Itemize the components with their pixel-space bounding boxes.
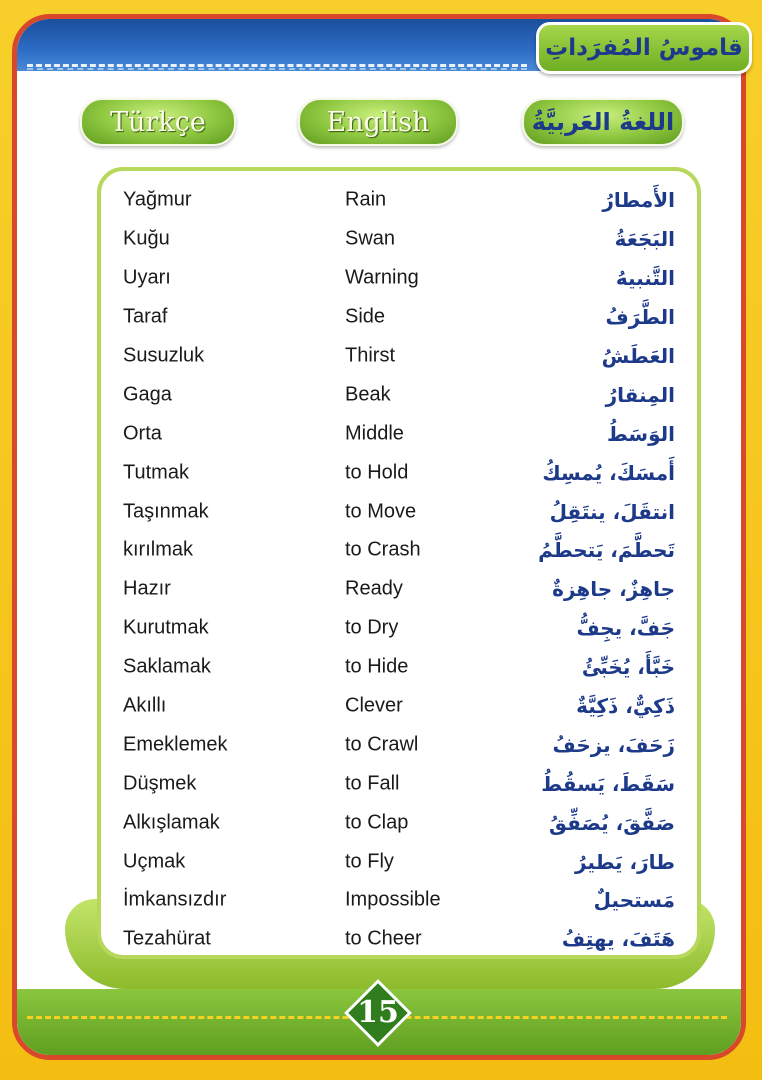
arabic-word: الطَّرَفُ [605,305,675,330]
english-word: Thirst [345,344,395,367]
english-word: Ready [345,577,403,600]
arabic-word: هَتَفَ، يهتِفُ [561,927,675,952]
table-row [101,920,697,959]
turkish-word: Kurutmak [123,616,209,639]
page-title: قاموسُ المُفرَداتِ [545,35,743,61]
page-number-badge [345,980,411,1046]
arabic-word: البَجَعَةُ [614,227,675,252]
turkish-word: Tezahürat [123,927,211,950]
page-number: 15 [357,995,399,1030]
header-arabic [522,98,684,146]
arabic-word: جاهِزٌ، جاهِزةٌ [552,577,675,602]
table-row [101,298,697,337]
arabic-word: العَطَشُ [601,344,675,368]
english-word: Side [345,305,386,328]
table-row [101,648,697,687]
english-word: Middle [345,422,404,445]
table-row [101,687,697,726]
arabic-word: سَقَطَ، يَسقُطُ [541,771,675,796]
table-row [101,375,697,414]
turkish-word: Saklamak [123,655,211,678]
arabic-word: طارَ، يَطيرُ [574,849,675,874]
turkish-word: Taşınmak [123,500,209,523]
top-dashed-line [27,64,527,67]
header-turkish-label: Türkçe [110,106,206,138]
header-turkish [80,98,236,146]
english-word: to Clap [345,811,409,834]
english-word: to Fly [345,850,394,873]
arabic-word: الوَسَطُ [607,421,675,446]
top-red-accent [250,14,370,18]
table-row [101,220,697,259]
table-row [101,725,697,764]
header-english-label: English [326,106,430,138]
vocabulary-table [97,167,701,959]
arabic-word: أَمسَكَ، يُمسِكُ [542,460,675,485]
english-word: to Hide [345,655,409,678]
arabic-word: خَبَّأَ، يُخَبِّئُ [581,655,675,680]
page-frame [12,14,746,1060]
vocabulary-rows [101,181,697,959]
arabic-word: ذَكِيٌّ، ذَكِيَّةٌ [576,694,675,719]
table-row [101,881,697,920]
arabic-word: جَفَّ، يجِفُّ [576,616,675,641]
table-row [101,764,697,803]
turkish-word: Yağmur [123,188,192,211]
table-row [101,531,697,570]
english-word: Beak [345,383,391,406]
header-english [298,98,458,146]
turkish-word: Düşmek [123,772,197,795]
english-word: Swan [345,227,396,250]
title-badge [536,22,752,74]
turkish-word: Akıllı [123,694,167,717]
table-row [101,609,697,648]
table-row [101,492,697,531]
arabic-word: المِنقارُ [605,382,675,407]
english-word: Impossible [345,888,441,911]
turkish-word: Uyarı [123,266,171,289]
english-word: to Move [345,500,417,523]
table-row [101,453,697,492]
arabic-word: صَفَّقَ، يُصَفِّقُ [549,810,675,835]
turkish-word: Alkışlamak [123,811,220,834]
turkish-word: Gaga [123,383,172,406]
english-word: Rain [345,188,387,211]
english-word: to Fall [345,772,400,795]
turkish-word: Susuzluk [123,344,205,367]
turkish-word: Orta [123,422,162,445]
arabic-word: التَّنبيهُ [615,266,675,291]
turkish-word: İmkansızdır [123,888,227,911]
arabic-word: انتقَلَ، ينتَقِلُ [549,499,675,524]
table-row [101,181,697,220]
english-word: to Cheer [345,927,422,950]
turkish-word: Taraf [123,305,168,328]
english-word: to Crawl [345,733,419,756]
turkish-word: Hazır [123,577,171,600]
turkish-word: Tutmak [123,461,189,484]
arabic-word: الأَمطارُ [602,188,675,213]
turkish-word: Uçmak [123,850,186,873]
turkish-word: Emeklemek [123,733,228,756]
bottom-red-accent [390,1056,530,1060]
arabic-word: زَحَفَ، يزحَفُ [552,732,675,757]
table-row [101,570,697,609]
table-row [101,842,697,881]
english-word: Clever [345,694,403,717]
english-word: to Dry [345,616,399,639]
arabic-word: مَستحيلٌ [593,888,675,913]
table-row [101,259,697,298]
table-row [101,414,697,453]
table-row [101,803,697,842]
english-word: to Crash [345,538,421,561]
header-arabic-label: اللغةُ العَربيَّةُ [531,108,675,136]
table-row [101,337,697,376]
english-word: to Hold [345,461,409,484]
top-dashed-line-secondary [27,68,527,70]
turkish-word: Kuğu [123,227,170,250]
arabic-word: تَحطَّمَ، يَتحطَّمُ [538,538,675,563]
turkish-word: kırılmak [123,538,193,561]
english-word: Warning [345,266,419,289]
